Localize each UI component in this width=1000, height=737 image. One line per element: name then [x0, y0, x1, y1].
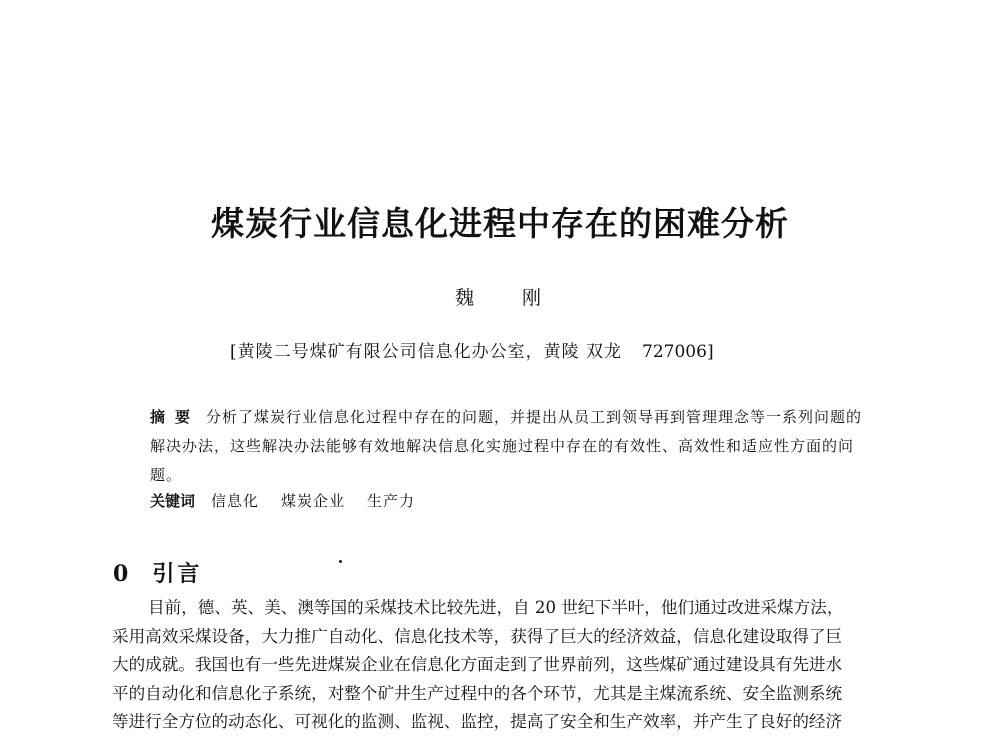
- keywords-label: 关键词: [150, 492, 196, 510]
- body-line: 平的自动化和信息化子系统，对整个矿井生产过程中的各个环节，尤其是主煤流系统、安全监测系统: [112, 683, 843, 703]
- keyword: 煤炭企业: [281, 492, 346, 510]
- section-number: 0: [113, 561, 129, 587]
- affiliation-text: [黄陵二号煤矿有限公司信息化办公室，黄陵 双龙: [230, 342, 623, 362]
- body-paragraph: [112, 594, 902, 737]
- body-line: 采用高效采煤设备，大力推广自动化、信息化技术等，获得了巨大的经济效益，信息化建设取得了巨: [112, 626, 843, 646]
- author-name: 魏刚: [455, 287, 590, 309]
- body-line: 大的成就。我国也有一些先进煤炭企业在信息化方面走到了世界前列，这些煤矿通过建设具有先进水: [112, 655, 843, 674]
- body-line: 等进行全方位的动态化、可视化的监测、监视、监控，提高了安全和生产效率，并产生了良好的经济: [112, 712, 843, 731]
- paper-title: 煤炭行业信息化进程中存在的困难分析: [211, 204, 789, 243]
- body-line: 目前，德、英、美、澳等国的采煤技术比较先进，自 20 世纪下半叶，他们通过改进采煤方法，: [148, 598, 844, 617]
- section-title: 引言: [152, 561, 203, 587]
- scan-speck: [339, 560, 342, 563]
- abstract: [150, 403, 870, 490]
- author-affiliation: [230, 337, 714, 362]
- abstract-label: 摘要: [150, 408, 201, 426]
- affiliation-postcode: 727006]: [642, 342, 714, 362]
- keyword: 信息化: [211, 492, 260, 510]
- section-heading: [113, 557, 202, 588]
- abstract-text: 分析了煤炭行业信息化过程中存在的问题，并提出从员工到领导再到管理理念等一系列问题的解决办法，这些解决办法能够有效地解决信息化实施过程中存在的有效性、高效性和适应性方面的问题。: [150, 408, 863, 484]
- keyword: 生产力: [367, 492, 416, 510]
- keywords: [150, 487, 437, 516]
